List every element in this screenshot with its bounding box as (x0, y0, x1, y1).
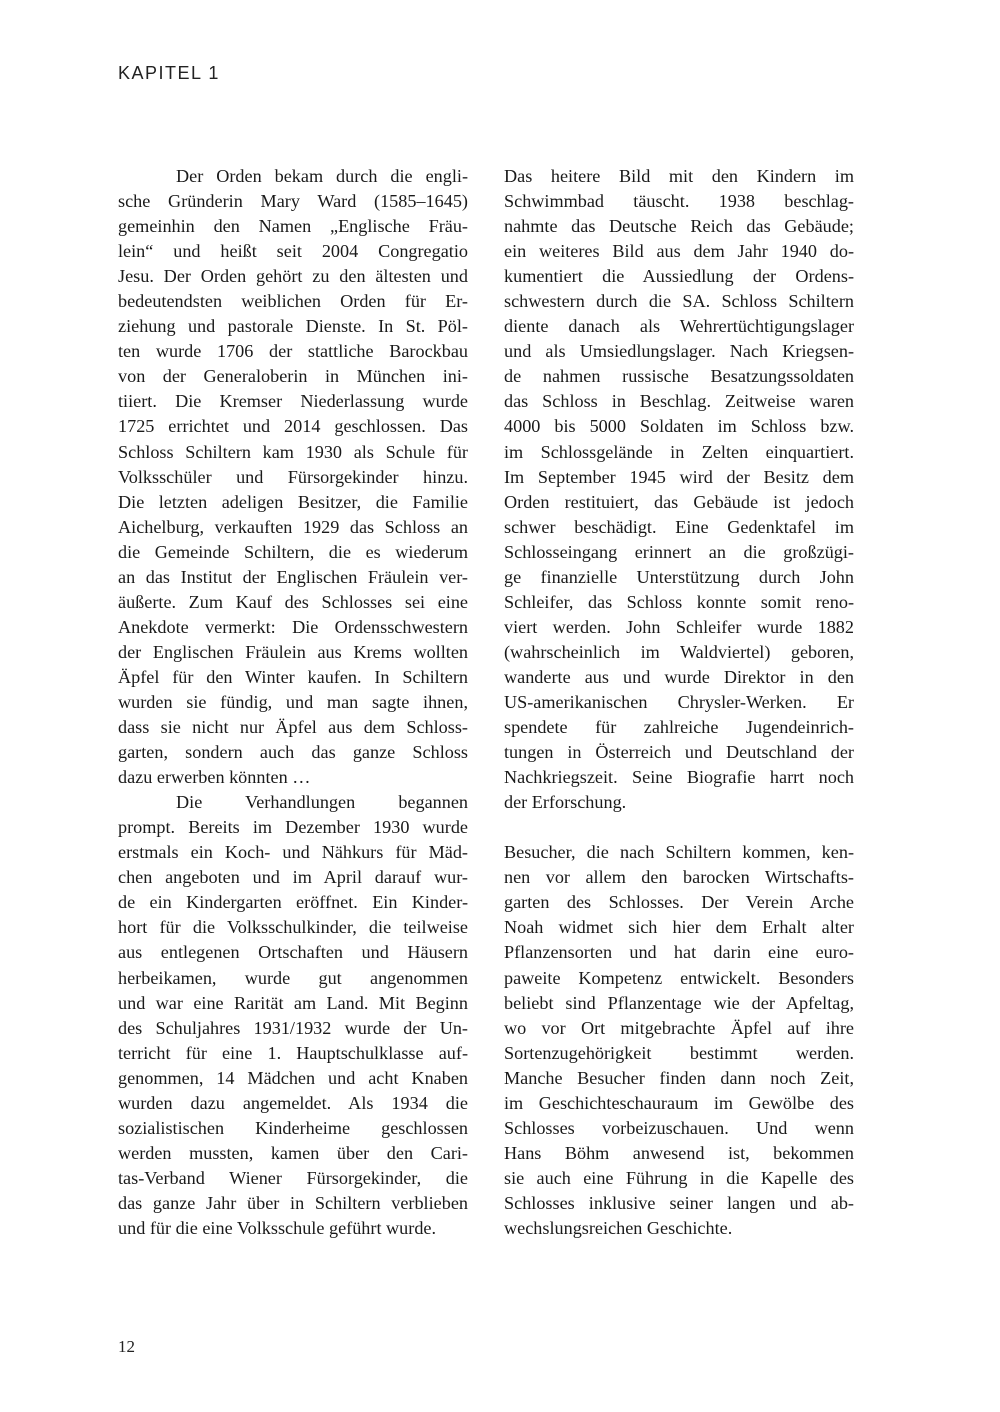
text-line: an das Institut der Englischen Fräulein ver- (118, 566, 468, 587)
text-line: tiiert. Die Kremser Niederlassung wurde (118, 391, 468, 412)
text-line: ein weiteres Bild aus dem Jahr 1940 do- (504, 241, 854, 262)
right-column (504, 164, 854, 1241)
text-line: ziehung und pastorale Dienste. In St. Pöl- (118, 316, 468, 337)
text-line: und war eine Rarität am Land. Mit Beginn (118, 992, 468, 1013)
text-line: Die Verhandlungen begannen (176, 792, 468, 813)
text-line: dass sie nicht nur Äpfel aus dem Schloss- (118, 717, 468, 738)
text-line: sozialistischen Kinderheime geschlossen (118, 1117, 468, 1138)
text-line: Der Orden bekam durch die engli- (176, 166, 468, 186)
text-line: Die letzten adeligen Besitzer, die Familie (118, 491, 468, 512)
text-line: prompt. Bereits im Dezember 1930 wurde (118, 817, 468, 838)
text-line: der Erforschung. (504, 792, 627, 813)
text-line: gemeinhin den Namen „Englische Fräu- (118, 216, 468, 237)
text-line: US-amerikanischen Chrysler-Werken. Er (504, 691, 854, 712)
text-line: im Schlossgelände in Zelten einquartiert. (504, 441, 854, 462)
text-line: tungen in Österreich und Deutschland der (504, 742, 854, 763)
text-line: Im September 1945 wird der Besitz dem (504, 466, 854, 487)
right-paragraph-2 (504, 840, 854, 1241)
text-line: und als Umsiedlungslager. Nach Kriegsen- (504, 341, 854, 362)
text-line: bedeutendsten weiblichen Orden für Er- (118, 291, 468, 312)
text-line: ten wurde 1706 der stattliche Barockbau (118, 341, 468, 362)
text-line: Das heitere Bild mit den Kindern im (504, 166, 854, 186)
text-line: schwestern durch die SA. Schloss Schiltern (504, 291, 854, 312)
text-line: garten des Schlosses. Der Verein Arche (504, 892, 854, 913)
text-line: garten, sondern auch das ganze Schloss (118, 742, 468, 763)
text-line: ge finanzielle Unterstützung durch John (504, 566, 854, 587)
text-line: de nahmen russische Besatzungssoldaten (504, 366, 854, 387)
text-line: (wahrscheinlich im Waldviertel) geboren, (504, 641, 854, 662)
text-line: diente danach als Wehrertüchtigungslager (504, 316, 854, 337)
running-head-chapter: KAPITEL 1 (118, 63, 220, 83)
text-line: Anekdote vermerkt: Die Ordensschwestern (118, 616, 468, 637)
text-line: des Schuljahres 1931/1932 wurde der Un- (118, 1017, 468, 1038)
text-line: Schwimmbad täuscht. 1938 beschlag- (504, 191, 854, 212)
paragraph-gap (504, 815, 854, 840)
text-line: Manche Besucher finden dann noch Zeit, (504, 1067, 854, 1088)
text-line: von der Generaloberin in München ini- (118, 366, 468, 387)
left-column (118, 164, 468, 1241)
text-line: kumentiert die Aussiedlung der Ordens- (504, 266, 854, 287)
left-paragraph-1 (118, 164, 468, 790)
text-line: nen vor allem den barocken Wirtschafts- (504, 867, 854, 888)
text-line: Orden restituiert, das Gebäude ist jedoch (504, 491, 854, 512)
text-line: 4000 bis 5000 Soldaten im Schloss bzw. (504, 416, 854, 437)
page-number: 12 (118, 1337, 135, 1356)
text-line: beliebt sind Pflanzentage wie der Apfeltag, (504, 992, 854, 1013)
text-line: paweite Kompetenz entwickelt. Besonders (504, 967, 854, 988)
text-line: Aichelburg, verkauften 1929 das Schloss an (118, 516, 468, 537)
left-paragraph-2 (118, 790, 468, 1241)
text-line: schwer beschädigt. Eine Gedenktafel im (504, 516, 854, 537)
text-line: das ganze Jahr über in Schiltern verblieben (118, 1192, 468, 1213)
text-line: erstmals ein Koch- und Nähkurs für Mäd- (118, 842, 468, 863)
text-line: Schleifer, das Schloss konnte somit reno- (504, 591, 854, 612)
text-line: der Englischen Fräulein aus Krems wollten (118, 641, 468, 662)
text-line: Pflanzensorten und hat darin eine euro- (504, 942, 854, 963)
text-line: herbeikamen, wurde gut angenommen (118, 967, 468, 988)
text-line: tas-Verband Wiener Fürsorgekinder, die (118, 1167, 468, 1188)
text-line: die Gemeinde Schiltern, die es wiederum (118, 541, 468, 562)
text-line: genommen, 14 Mädchen und acht Knaben (118, 1067, 468, 1088)
text-line: terricht für eine 1. Hauptschulklasse auf- (118, 1042, 468, 1063)
text-line: äußerte. Zum Kauf des Schlosses sei eine (118, 591, 468, 612)
text-line: Schlosses inklusive seiner langen und ab- (504, 1192, 854, 1213)
text-line: Volksschüler und Fürsorgekinder hinzu. (118, 466, 468, 487)
text-line: sche Gründerin Mary Ward (1585–1645) (118, 191, 468, 212)
text-line: 1725 errichtet und 2014 geschlossen. Das (118, 416, 468, 437)
text-line: Sortenzugehörigkeit bestimmt werden. (504, 1042, 854, 1063)
text-line: und für die eine Volksschule geführt wurde. (118, 1217, 437, 1238)
text-line: im Geschichteschauraum im Gewölbe des (504, 1092, 854, 1113)
text-line: Schloss Schiltern kam 1930 als Schule für (118, 441, 468, 462)
text-line: lein“ und heißt seit 2004 Congregatio (118, 241, 468, 262)
text-line: Schlosses vorbeizuschauen. Und wenn (504, 1117, 854, 1138)
text-line: viert werden. John Schleifer wurde 1882 (504, 616, 854, 637)
text-line: Nachkriegszeit. Seine Biografie harrt noch (504, 767, 854, 788)
text-line: Äpfel für den Winter kaufen. In Schiltern (118, 666, 468, 687)
text-line: de ein Kindergarten eröffnet. Ein Kinder- (118, 892, 468, 913)
text-line: wechslungsreichen Geschichte. (504, 1217, 733, 1238)
text-line: dazu erwerben könnten … (118, 767, 311, 788)
text-line: Besucher, die nach Schiltern kommen, ken- (504, 842, 854, 863)
text-line: Hans Böhm anwesend ist, bekommen (504, 1142, 854, 1163)
text-line: nahmte das Deutsche Reich das Gebäude; (504, 216, 854, 237)
text-line: wanderte aus und wurde Direktor in den (504, 666, 854, 687)
text-line: Schlosseingang erinnert an die großzügi- (504, 541, 854, 562)
text-line: wo vor Ort mitgebrachte Äpfel auf ihre (504, 1017, 854, 1038)
text-line: sie auch eine Führung in die Kapelle des (504, 1167, 854, 1188)
text-line: Jesu. Der Orden gehört zu den ältesten und (118, 266, 468, 287)
text-line: aus entlegenen Ortschaften und Häusern (118, 942, 468, 963)
text-line: wurden sie fündig, und man sagte ihnen, (118, 691, 468, 712)
text-line: wurden dazu angemeldet. Als 1934 die (118, 1092, 468, 1113)
text-line: chen angeboten und im April darauf wur- (118, 867, 468, 888)
text-line: werden mussten, kamen über den Cari- (118, 1142, 468, 1163)
text-line: das Schloss in Beschlag. Zeitweise waren (504, 391, 854, 412)
text-line: Noah widmet sich hier dem Erhalt alter (504, 917, 854, 938)
text-line: spendete für zahlreiche Jugendeinrich- (504, 717, 854, 738)
text-line: hort für die Volksschulkinder, die teilweise (118, 917, 468, 938)
right-paragraph-1 (504, 164, 854, 815)
